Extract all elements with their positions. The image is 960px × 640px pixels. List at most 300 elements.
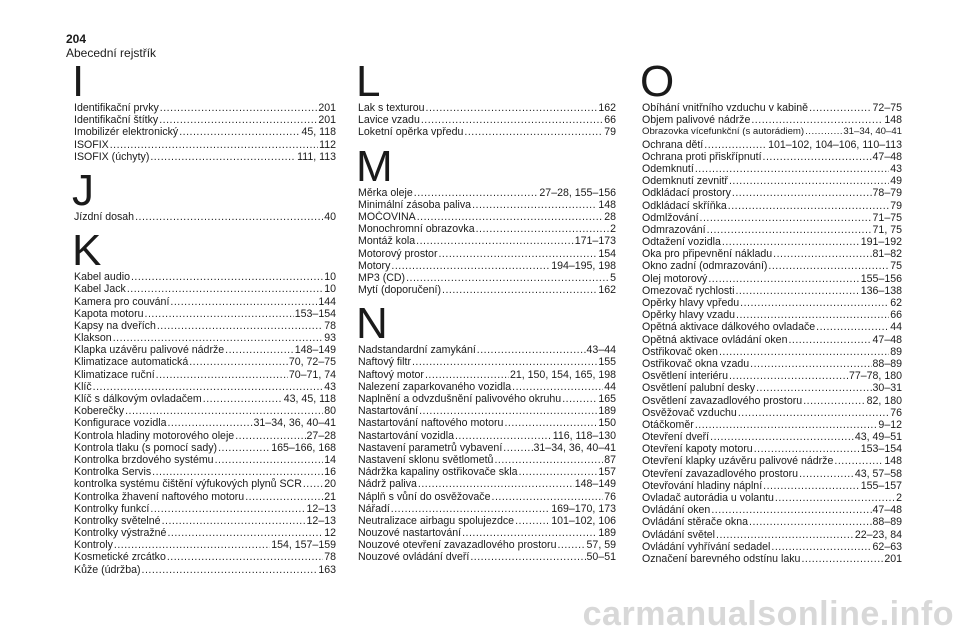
index-section	[356, 299, 616, 564]
dot-leader	[179, 126, 300, 138]
entry-pages: 88–89	[872, 357, 902, 370]
entry-term: Opěrky hlavy vpředu	[642, 297, 740, 309]
dot-leader	[189, 356, 288, 368]
dot-leader	[416, 235, 574, 247]
entry-term: Nouzové otevření zavazadlového prostoru	[358, 539, 557, 552]
dot-leader	[167, 551, 323, 563]
dot-leader	[464, 126, 603, 138]
entry-pages: 111, 113	[297, 150, 336, 163]
dot-leader	[215, 454, 324, 466]
dot-leader	[127, 283, 323, 295]
entry-term: Ochrana dětí	[642, 138, 704, 151]
index-entry	[642, 309, 902, 321]
entry-term: Opětná aktivace ovládání oken	[642, 333, 788, 346]
page-number: 204	[66, 32, 87, 46]
entry-term: Kontrolky výstražné	[74, 527, 167, 540]
index-entry	[642, 334, 902, 346]
dot-leader	[728, 200, 889, 212]
dot-leader	[303, 478, 323, 490]
dot-leader	[773, 248, 871, 260]
index-entry	[642, 407, 902, 419]
dot-leader	[426, 102, 598, 114]
entry-term: Nádrž paliva	[358, 478, 417, 491]
dot-leader	[406, 272, 609, 284]
index-entry	[74, 466, 336, 478]
dot-leader	[477, 344, 586, 356]
entry-pages: 72–75	[872, 102, 902, 114]
dot-leader	[391, 260, 550, 272]
index-entry	[358, 527, 616, 539]
entry-pages: 10	[324, 271, 336, 284]
index-entry	[74, 564, 336, 576]
dot-leader	[442, 284, 597, 296]
entry-term: Klimatizace ruční	[74, 368, 155, 381]
index-entry	[74, 515, 336, 527]
entry-pages: 31–34, 40–41	[843, 126, 902, 138]
entry-term: Nádržka kapaliny ostřikovače skla	[358, 466, 518, 479]
entry-term: Osvětlení zavazadlového prostoru	[642, 394, 803, 407]
dot-leader	[419, 405, 597, 417]
entry-pages: 43–44	[586, 344, 616, 357]
dot-leader	[707, 224, 872, 236]
index-entry	[358, 515, 616, 527]
entry-pages: 28	[604, 210, 616, 223]
index-entry	[358, 454, 616, 466]
index-entry	[358, 417, 616, 429]
index-entry	[642, 248, 902, 260]
page-title: Abecední rejstřík	[66, 46, 157, 60]
dot-leader	[557, 539, 585, 551]
dot-leader	[135, 211, 323, 223]
index-entry	[74, 454, 336, 466]
dot-leader	[150, 503, 305, 515]
dot-leader	[152, 466, 323, 478]
entry-pages: 194–195, 198	[551, 259, 616, 272]
index-entry	[642, 102, 902, 114]
index-entry	[74, 539, 336, 551]
index-entry	[642, 553, 902, 565]
dot-leader	[716, 529, 854, 541]
index-entry	[74, 442, 336, 454]
index-entry	[358, 344, 616, 356]
index-section	[356, 141, 616, 297]
index-section	[640, 57, 902, 565]
index-entry	[642, 297, 902, 309]
index-column-3	[640, 57, 902, 573]
entry-pages: 66	[890, 309, 902, 322]
entry-pages: 14	[324, 453, 336, 466]
dot-leader	[816, 321, 889, 333]
index-entry	[74, 296, 336, 308]
entry-pages: 50–51	[586, 551, 616, 564]
dot-leader	[751, 114, 883, 126]
entry-term: MP3 (CD)	[358, 271, 406, 284]
entry-pages: 44	[890, 321, 902, 334]
entry-term: Kontrola hladiny motorového oleje	[74, 429, 235, 442]
entry-term: Klimatizace automatická	[74, 356, 189, 369]
index-entry	[74, 283, 336, 295]
dot-leader	[763, 151, 872, 163]
entry-pages: 165–166, 168	[271, 441, 336, 454]
index-entry	[642, 200, 902, 212]
entry-term: Olej motorový	[642, 272, 708, 285]
index-entry	[358, 272, 616, 284]
dot-leader	[218, 442, 270, 454]
entry-term: Omezovač rychlosti	[642, 284, 735, 297]
section-letter: K	[72, 226, 102, 276]
dot-leader	[722, 236, 860, 248]
entry-term: Odkládací skříňka	[642, 199, 727, 212]
entry-term: Montáž kola	[358, 235, 416, 248]
entry-term: Odtažení vozidla	[642, 236, 721, 249]
dot-leader	[235, 430, 305, 442]
dot-leader	[494, 454, 603, 466]
entry-pages: 21, 150, 154, 165, 198	[509, 368, 616, 381]
entry-term: Ovládání oken	[642, 504, 711, 517]
entry-term: Ostřikovač okna vzadu	[642, 357, 750, 370]
dot-leader	[225, 344, 294, 356]
entry-term: Neutralizace airbagu spolujezdce	[358, 514, 515, 527]
dot-leader	[167, 527, 323, 539]
dot-leader	[159, 114, 317, 126]
entry-pages: 136–138	[860, 284, 902, 297]
entry-term: Imobilizér elektronický	[74, 126, 179, 139]
section-letter: J	[72, 165, 94, 215]
entry-pages: 47–48	[872, 333, 902, 346]
dot-leader	[503, 442, 532, 454]
entry-pages: 201	[884, 552, 902, 565]
index-entry	[358, 442, 616, 454]
entry-pages: 155–156	[860, 272, 902, 285]
dot-leader	[756, 382, 871, 394]
dot-leader	[708, 273, 859, 285]
index-entry	[74, 405, 336, 417]
entry-pages: 148	[884, 114, 902, 127]
index-entry	[74, 551, 336, 563]
entry-pages: 10	[324, 283, 336, 296]
entry-term: Otevření zavazadlového prostoru	[642, 467, 799, 480]
dot-leader	[768, 260, 889, 272]
dot-leader	[695, 419, 878, 431]
dot-leader	[515, 515, 550, 527]
dot-leader	[391, 503, 550, 515]
entry-term: Identifikační štítky	[74, 114, 159, 127]
entry-pages: 57, 59	[586, 539, 616, 552]
entry-term: Kontrola tlaku (s pomocí sady)	[74, 441, 218, 454]
dot-leader	[114, 539, 270, 551]
entry-term: Nouzové ovládání dveří	[358, 551, 470, 564]
dot-leader	[754, 443, 860, 455]
entry-pages: 162	[598, 102, 616, 114]
index-entry	[358, 187, 616, 199]
index-entry	[358, 260, 616, 272]
entry-pages: 81–82	[872, 248, 902, 261]
entry-pages: 77–78, 180	[848, 370, 902, 383]
index-column-1	[72, 57, 336, 584]
entry-pages: 31–34, 36, 40–41	[253, 417, 336, 430]
entry-pages: 101–102, 106	[551, 514, 616, 527]
index-entry	[642, 260, 902, 272]
entry-pages: 12–13	[306, 514, 336, 527]
entry-pages: 144	[318, 295, 336, 308]
index-entry	[642, 114, 902, 126]
index-entry	[642, 236, 902, 248]
entry-pages: 62	[890, 297, 902, 309]
index-entry	[74, 151, 336, 163]
index-entry	[358, 551, 616, 563]
entry-term: Klíč	[74, 380, 92, 393]
index-entry	[358, 466, 616, 478]
entry-term: Nastavení sklonu světlometů	[358, 453, 494, 466]
dot-leader	[170, 296, 317, 308]
dot-leader	[700, 212, 872, 224]
entry-pages: 44	[604, 380, 616, 393]
entry-term: Nastartování vozidla	[358, 429, 454, 442]
entry-pages: 22–23, 84	[854, 528, 902, 541]
entry-term: Otevření dveří	[642, 431, 710, 444]
entry-term: Ovládání stěrače okna	[642, 516, 748, 529]
index-entry	[642, 370, 902, 382]
index-entry	[74, 126, 336, 138]
entry-term: Klapka uzávěru palivové nádrže	[74, 344, 225, 357]
entry-pages: 93	[324, 332, 336, 345]
entry-term: Otáčkoměr	[642, 418, 694, 431]
dot-leader	[775, 492, 895, 504]
entry-term: Kontroly	[74, 539, 113, 552]
entry-term: Obrazovka vícefunkční (s autorádiem)	[642, 126, 805, 138]
entry-term: Nastartování naftového motoru	[358, 417, 504, 430]
dot-leader	[738, 407, 889, 419]
entry-pages: 27–28, 155–156	[539, 186, 616, 199]
entry-pages: 66	[604, 114, 616, 127]
entry-pages: 162	[598, 284, 616, 297]
dot-leader	[462, 527, 597, 539]
entry-term: Kontrolka brzdového systému	[74, 453, 214, 466]
entry-pages: 70–71, 74	[288, 368, 336, 381]
entry-pages: 154, 157–159	[271, 539, 336, 552]
entry-pages: 12	[324, 527, 336, 540]
dot-leader	[504, 417, 597, 429]
index-entry	[642, 163, 902, 175]
index-column-2	[356, 57, 616, 572]
dot-leader	[157, 320, 323, 332]
entry-pages: 148–149	[294, 344, 336, 357]
entry-term: Nářadí	[358, 502, 390, 515]
dot-leader	[167, 417, 252, 429]
entry-pages: 62–63	[872, 540, 902, 553]
entry-pages: 43, 57–58	[854, 467, 902, 480]
index-entry	[642, 455, 902, 467]
entry-pages: 47–48	[872, 150, 902, 163]
entry-term: Ovladač autorádia u volantu	[642, 492, 774, 504]
dot-leader	[125, 405, 323, 417]
entry-term: Odmlžování	[642, 211, 699, 224]
entry-pages: 49	[890, 175, 902, 188]
index-entry	[358, 393, 616, 405]
entry-term: Minimální zásoba paliva	[358, 198, 472, 211]
entry-term: Klíč s dálkovým ovladačem	[74, 393, 202, 405]
entry-term: Obíhání vnitřního vzduchu v kabině	[642, 102, 809, 114]
entry-pages: 76	[604, 490, 616, 503]
entry-term: Objem palivové nádrže	[642, 114, 751, 127]
dot-leader	[203, 393, 283, 405]
dot-leader	[809, 102, 871, 114]
index-entry	[358, 199, 616, 211]
entry-term: Kontrolky světelné	[74, 514, 161, 527]
entry-pages: 88–89	[872, 516, 902, 529]
index-entry	[642, 321, 902, 333]
index-entry	[642, 541, 902, 553]
index-section	[72, 57, 336, 163]
dot-leader	[421, 114, 603, 126]
entry-term: Ovládání světel	[642, 528, 716, 541]
dot-leader	[512, 381, 603, 393]
entry-term: Odemknutí	[642, 162, 694, 175]
index-entry	[74, 271, 336, 283]
dot-leader	[736, 309, 889, 321]
entry-term: Ochrana proti přiskřípnutí	[642, 150, 762, 163]
entry-pages: 78	[324, 319, 336, 332]
entry-pages: 45, 118	[301, 126, 336, 139]
entry-pages: 43	[890, 162, 902, 175]
entry-pages: 21	[324, 490, 336, 503]
entry-pages: 165	[598, 393, 616, 405]
entry-term: ISOFIX (úchyty)	[74, 150, 150, 163]
entry-pages: 155	[598, 356, 616, 369]
dot-leader	[710, 431, 854, 443]
entry-term: Naplnění a odvzdušnění palivového okruhu	[358, 393, 562, 405]
entry-term: Mytí (doporučení)	[358, 284, 442, 297]
dot-leader	[93, 381, 324, 393]
index-entry	[642, 126, 902, 138]
entry-pages: 2	[610, 223, 616, 236]
page-header	[66, 32, 156, 60]
entry-term: ISOFIX	[74, 138, 109, 151]
dot-leader	[160, 102, 318, 114]
dot-leader	[142, 564, 318, 576]
index-entry	[642, 516, 902, 528]
dot-leader	[803, 395, 865, 407]
entry-pages: 154	[598, 247, 616, 260]
entry-pages: 89	[890, 345, 902, 358]
entry-pages: 112	[319, 138, 336, 151]
index-entry	[358, 102, 616, 114]
entry-term: Osvětlení palubní desky	[642, 382, 756, 395]
index-entry	[358, 235, 616, 247]
entry-term: Motory	[358, 259, 391, 272]
entry-term: Ovládání vyhřívání sedadel	[642, 540, 771, 553]
entry-pages: 78	[324, 551, 336, 564]
dot-leader	[695, 163, 889, 175]
entry-pages: 2	[896, 492, 902, 504]
entry-pages: 101–102, 104–106, 110–113	[768, 138, 902, 151]
index-entry	[74, 114, 336, 126]
index-entry	[642, 346, 902, 358]
entry-pages: 30–31	[872, 382, 902, 395]
entry-term: Ostřikovač oken	[642, 345, 718, 358]
dot-leader	[771, 541, 871, 553]
index-entry	[358, 248, 616, 260]
index-entry	[642, 382, 902, 394]
entry-term: Osvětlení interiéru	[642, 370, 728, 383]
index-entry	[74, 344, 336, 356]
index-entry	[358, 405, 616, 417]
entry-term: Lak s texturou	[358, 102, 425, 114]
entry-term: Nadstandardní zamykání	[358, 344, 476, 357]
entry-pages: 148	[884, 455, 902, 468]
dot-leader	[704, 139, 767, 151]
dot-leader	[470, 551, 585, 563]
dot-leader	[455, 430, 552, 442]
entry-pages: 87	[604, 453, 616, 466]
entry-term: Kontrolky funkcí	[74, 502, 150, 515]
index-entry	[642, 504, 902, 516]
dot-leader	[805, 126, 842, 138]
entry-term: Nouzové nastartování	[358, 527, 462, 540]
entry-pages: 148	[598, 198, 616, 211]
index-entry	[74, 308, 336, 320]
dot-leader	[749, 516, 872, 528]
entry-term: Naftový motor	[358, 368, 424, 381]
entry-pages: 76	[890, 406, 902, 419]
dot-leader	[472, 199, 597, 211]
entry-pages: 82, 180	[866, 394, 902, 407]
entry-term: Opětná aktivace dálkového ovladače	[642, 321, 816, 334]
dot-leader	[788, 334, 871, 346]
index-entry	[74, 369, 336, 381]
entry-term: Nastavení parametrů vybavení	[358, 441, 503, 454]
index-section	[356, 57, 616, 139]
index-entry	[358, 223, 616, 235]
index-entry	[358, 430, 616, 442]
index-entry	[642, 395, 902, 407]
entry-term: Kosmetické zrcátko	[74, 551, 166, 564]
dot-leader	[801, 553, 883, 565]
entry-pages: 153–154	[860, 443, 902, 456]
dot-leader	[414, 187, 539, 199]
index-section	[72, 226, 336, 576]
entry-pages: 171–173	[574, 235, 616, 248]
index-entry	[74, 139, 336, 151]
index-entry	[642, 175, 902, 187]
entry-pages: 40	[324, 210, 336, 223]
dot-leader	[732, 187, 872, 199]
index-entry	[74, 320, 336, 332]
dot-leader	[492, 491, 604, 503]
dot-leader	[418, 478, 574, 490]
entry-pages: 12–13	[306, 502, 336, 515]
index-entry	[358, 478, 616, 490]
index-entry	[74, 527, 336, 539]
index-entry	[74, 491, 336, 503]
entry-term: Kůže (údržba)	[74, 563, 141, 576]
index-entry	[642, 419, 902, 431]
dot-leader	[156, 369, 288, 381]
entry-term: Otevření kapoty motoru	[642, 443, 753, 456]
entry-pages: 78–79	[872, 187, 902, 200]
entry-pages: 5	[610, 271, 616, 284]
entry-pages: 71, 75	[872, 223, 902, 236]
index-entry	[642, 529, 902, 541]
entry-term: Otevřování hladiny náplní	[642, 479, 763, 492]
entry-pages: 47–48	[872, 504, 902, 517]
dot-leader	[145, 308, 294, 320]
dot-leader	[735, 285, 859, 297]
index-entry	[642, 492, 902, 504]
entry-term: Odkládací prostory	[642, 187, 731, 200]
index-entry	[74, 503, 336, 515]
entry-pages: 191–192	[860, 236, 902, 249]
